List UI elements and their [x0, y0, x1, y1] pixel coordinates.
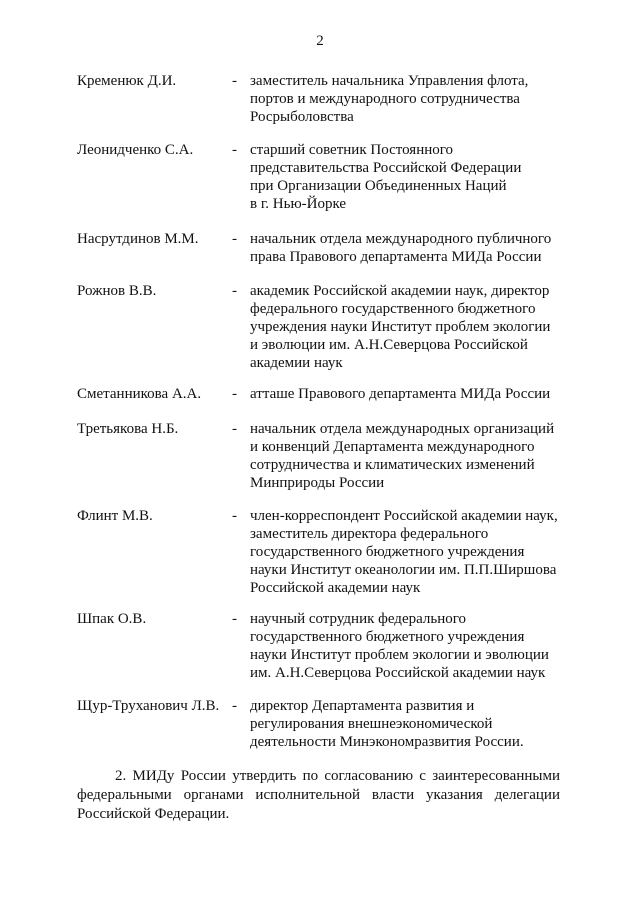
member-role [250, 230, 570, 266]
member-dash: - [232, 508, 237, 524]
role-line: им. А.Н.Северцова Российской академии наук [250, 665, 546, 681]
member-dash: - [232, 611, 237, 627]
role-line: сотрудничества и климатических изменений [250, 457, 535, 473]
member-role [250, 385, 570, 403]
member-dash: - [232, 421, 237, 437]
role-line: Росрыболовства [250, 109, 354, 125]
role-line: академик Российской академии наук, директор [250, 283, 550, 299]
member-role [250, 141, 570, 213]
member-name: Леонидченко С.А. [77, 142, 194, 158]
role-line: Минприроды России [250, 475, 385, 491]
member-name: Кременюк Д.И. [77, 73, 177, 89]
role-line: представительства Российской Федерации [250, 160, 522, 176]
member-name: Третьякова Н.Б. [77, 421, 179, 437]
member-name: Шпак О.В. [77, 611, 147, 627]
role-line: федерального государственного бюджетного [250, 301, 536, 317]
resolution-paragraph: 2. МИДу России утвердить по согласованию с заинтересованными федеральными органами исполнительной власти указания делегации Российской Федерации. [77, 768, 560, 822]
role-line: деятельности Минэкономразвития России. [250, 734, 524, 750]
member-dash: - [232, 231, 237, 247]
role-line: права Правового департамента МИДа России [250, 249, 542, 265]
role-line: начальник отдела международного публичного [250, 231, 552, 247]
role-line: начальник отдела международных организаций [250, 421, 555, 437]
member-name: Сметанникова А.А. [77, 386, 202, 402]
role-line: заместитель директора федерального [250, 526, 489, 542]
role-line: атташе Правового департамента МИДа России [250, 386, 551, 402]
role-line: научный сотрудник федерального [250, 611, 467, 627]
member-role [250, 72, 570, 126]
role-line: регулирования внешнеэкономической [250, 716, 493, 732]
role-line: академии наук [250, 355, 343, 371]
member-dash: - [232, 386, 237, 402]
member-name: Щур-Труханович Л.В. [77, 698, 220, 714]
role-line: при Организации Объединенных Наций [250, 178, 507, 194]
role-line: старший советник Постоянного [250, 142, 454, 158]
role-line: в г. Нью-Йорке [250, 196, 347, 212]
member-role [250, 697, 570, 751]
role-line: заместитель начальника Управления флота, [250, 73, 529, 89]
role-line: государственного бюджетного учреждения [250, 629, 525, 645]
member-role [250, 420, 570, 492]
role-line: учреждения науки Институт проблем экологии [250, 319, 551, 335]
member-role [250, 282, 570, 372]
role-line: член-корреспондент Российской академии наук, [250, 508, 558, 524]
member-role [250, 610, 570, 682]
member-dash: - [232, 283, 237, 299]
member-dash: - [232, 73, 237, 89]
member-name: Рожнов В.В. [77, 283, 157, 299]
role-line: науки Институт проблем экологии и эволюции [250, 647, 549, 663]
page-number: 2 [316, 33, 324, 49]
role-line: Российской академии наук [250, 580, 421, 596]
member-name: Флинт М.В. [77, 508, 153, 524]
role-line: и эволюции им. А.Н.Северцова Российской [250, 337, 528, 353]
role-line: портов и международного сотрудничества [250, 91, 520, 107]
role-line: директор Департамента развития и [250, 698, 475, 714]
member-role [250, 507, 570, 597]
member-name: Насрутдинов М.М. [77, 231, 199, 247]
member-dash: - [232, 698, 237, 714]
member-dash: - [232, 142, 237, 158]
role-line: науки Институт океанологии им. П.П.Ширшова [250, 562, 557, 578]
role-line: государственного бюджетного учреждения [250, 544, 525, 560]
role-line: и конвенций Департамента международного [250, 439, 535, 455]
